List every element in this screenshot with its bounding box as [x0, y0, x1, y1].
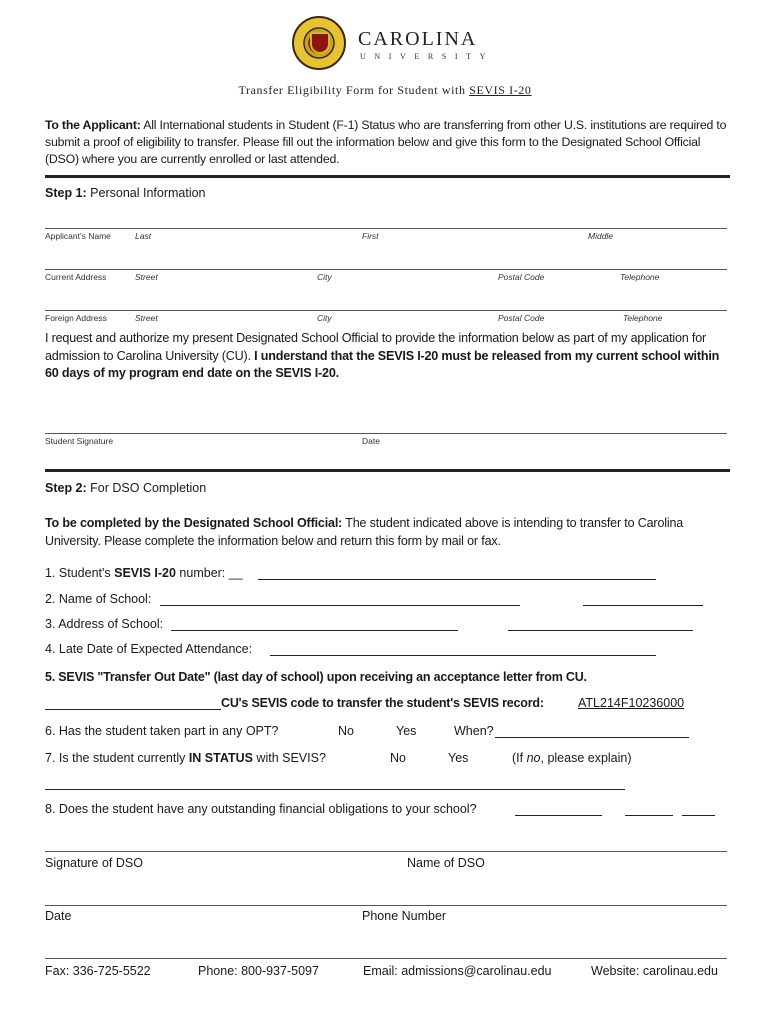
middle-name-label: Middle [588, 231, 614, 241]
q1-label [45, 566, 243, 580]
first-name-label: First [362, 231, 379, 241]
q8-answer-line[interactable] [515, 815, 602, 816]
step2-title: For DSO Completion [86, 481, 207, 495]
dso-instructions [45, 514, 735, 550]
q7-post: with SEVIS? [252, 751, 326, 765]
q6-yes-option[interactable]: Yes [396, 724, 417, 738]
q1-pre: 1. Student's [45, 566, 115, 580]
authorization-text: I request and authorize my present Designated School Official to provide the information below as part of my application for admission to Carolina University (CU). [45, 331, 707, 363]
q6-when-label: When? [454, 724, 494, 738]
authorization-paragraph [45, 330, 735, 383]
q7-explain-line[interactable] [45, 789, 625, 790]
foreign-city-label: City [317, 313, 332, 323]
q2-answer-line[interactable] [160, 605, 520, 606]
dso-signature-line[interactable] [45, 851, 727, 852]
q7-explain-pre: (If [512, 751, 527, 765]
footer-fax: Fax: 336-725-5522 [45, 964, 151, 978]
q8-answer-line-3[interactable] [682, 815, 715, 816]
current-address-label: Current Address [45, 272, 107, 282]
q1-post: number: __ [175, 566, 243, 580]
university-subtitle: UNIVERSITY [360, 52, 494, 61]
intro-lead: To the Applicant: [45, 118, 141, 132]
footer-email[interactable]: Email: admissions@carolinau.edu [363, 964, 552, 978]
q2-answer-line-2[interactable] [583, 605, 703, 606]
authorization-bold-text: I understand that the SEVIS I-20 must be released from my current school within 60 days of my program end date on the SEVIS I-20. [45, 348, 720, 380]
q8-answer-line-2[interactable] [625, 815, 673, 816]
dso-date-label: Date [45, 909, 72, 923]
foreign-address-label: Foreign Address [45, 313, 107, 323]
q4-label: 4. Late Date of Expected Attendance: [45, 642, 253, 656]
q7-explain-label [512, 751, 632, 765]
q7-explain-italic: no [526, 751, 541, 765]
dso-instructions-lead: To be completed by the Designated School Official: [45, 516, 343, 530]
step1-title: Personal Information [86, 186, 206, 200]
dso-date-line[interactable] [45, 905, 727, 906]
q3-answer-line[interactable] [171, 630, 458, 631]
section-divider [45, 175, 730, 178]
q3-answer-line-2[interactable] [508, 630, 693, 631]
dso-instructions-text: The student indicated above is intending to transfer to Carolina University. Please complete the information below and return this form by mail or fax. [45, 516, 684, 548]
step1-label: Step 1: [45, 186, 87, 200]
current-street-label: Street [135, 272, 158, 282]
intro-text: All International students in Student (F-1) Status who are transferring from other U.S. institutions are required to submit a proof of eligibility to transfer. Please fill out the information below and give this form to the Designated School Official (DSO) where you are currently enrolled or last attended. [45, 118, 727, 166]
applicant-name-label: Applicant's Name [45, 231, 111, 241]
q6-label: 6. Has the student taken part in any OPT? [45, 724, 279, 738]
applicant-name-line[interactable] [45, 228, 727, 229]
current-postal-label: Postal Code [498, 272, 545, 282]
intro-paragraph [45, 117, 735, 168]
foreign-postal-label: Postal Code [498, 313, 545, 323]
cu-sevis-code-label: CU's SEVIS code to transfer the student's SEVIS record: [221, 696, 544, 710]
q6-no-option[interactable]: No [338, 724, 354, 738]
cu-sevis-code-value: ATL214F10236000 [578, 696, 685, 710]
section-divider [45, 469, 730, 472]
q8-label: 8. Does the student have any outstanding financial obligations to your school? [45, 802, 477, 816]
dso-signature-label: Signature of DSO [45, 856, 143, 870]
q6-when-line[interactable] [495, 737, 689, 738]
current-city-label: City [317, 272, 332, 282]
foreign-phone-label: Telephone [623, 313, 663, 323]
footer-divider [45, 958, 727, 959]
q7-no-option[interactable]: No [390, 751, 406, 765]
student-signature-label: Student Signature [45, 436, 114, 446]
dso-phone-label: Phone Number [362, 909, 447, 923]
shield-icon [310, 32, 330, 54]
form-title [0, 83, 770, 98]
q5-label: 5. SEVIS "Transfer Out Date" (last day of school) upon receiving an acceptance letter from CU. [45, 670, 587, 684]
q7-pre: 7. Is the student currently [45, 751, 189, 765]
university-name: CAROLINA [358, 28, 478, 50]
step2-heading [45, 481, 206, 495]
signature-date-label: Date [362, 436, 380, 446]
q7-label [45, 751, 326, 765]
current-address-line[interactable] [45, 269, 727, 270]
foreign-address-line[interactable] [45, 310, 727, 311]
step1-heading [45, 186, 206, 200]
step2-label: Step 2: [45, 481, 87, 495]
current-phone-label: Telephone [620, 272, 660, 282]
q7-explain-post: , please explain) [540, 751, 632, 765]
q7-yes-option[interactable]: Yes [448, 751, 469, 765]
q3-label: 3. Address of School: [45, 617, 164, 631]
dso-name-label: Name of DSO [407, 856, 485, 870]
q7-bold: IN STATUS [188, 751, 253, 765]
footer-website[interactable]: Website: carolinau.edu [591, 964, 718, 978]
q4-answer-line[interactable] [270, 655, 656, 656]
student-signature-line[interactable] [45, 433, 727, 434]
foreign-street-label: Street [135, 313, 158, 323]
q1-bold: SEVIS I-20 [114, 566, 176, 580]
q1-answer-line[interactable] [258, 579, 656, 580]
last-name-label: Last [135, 231, 152, 241]
form-title-main: Transfer Eligibility Form for Student with [238, 83, 466, 97]
footer-phone: Phone: 800-937-5097 [198, 964, 319, 978]
form-title-sevis: SEVIS I-20 [469, 83, 532, 97]
university-seal-logo [292, 16, 346, 70]
q2-label: 2. Name of School: [45, 592, 152, 606]
q5-answer-line[interactable] [45, 709, 221, 710]
